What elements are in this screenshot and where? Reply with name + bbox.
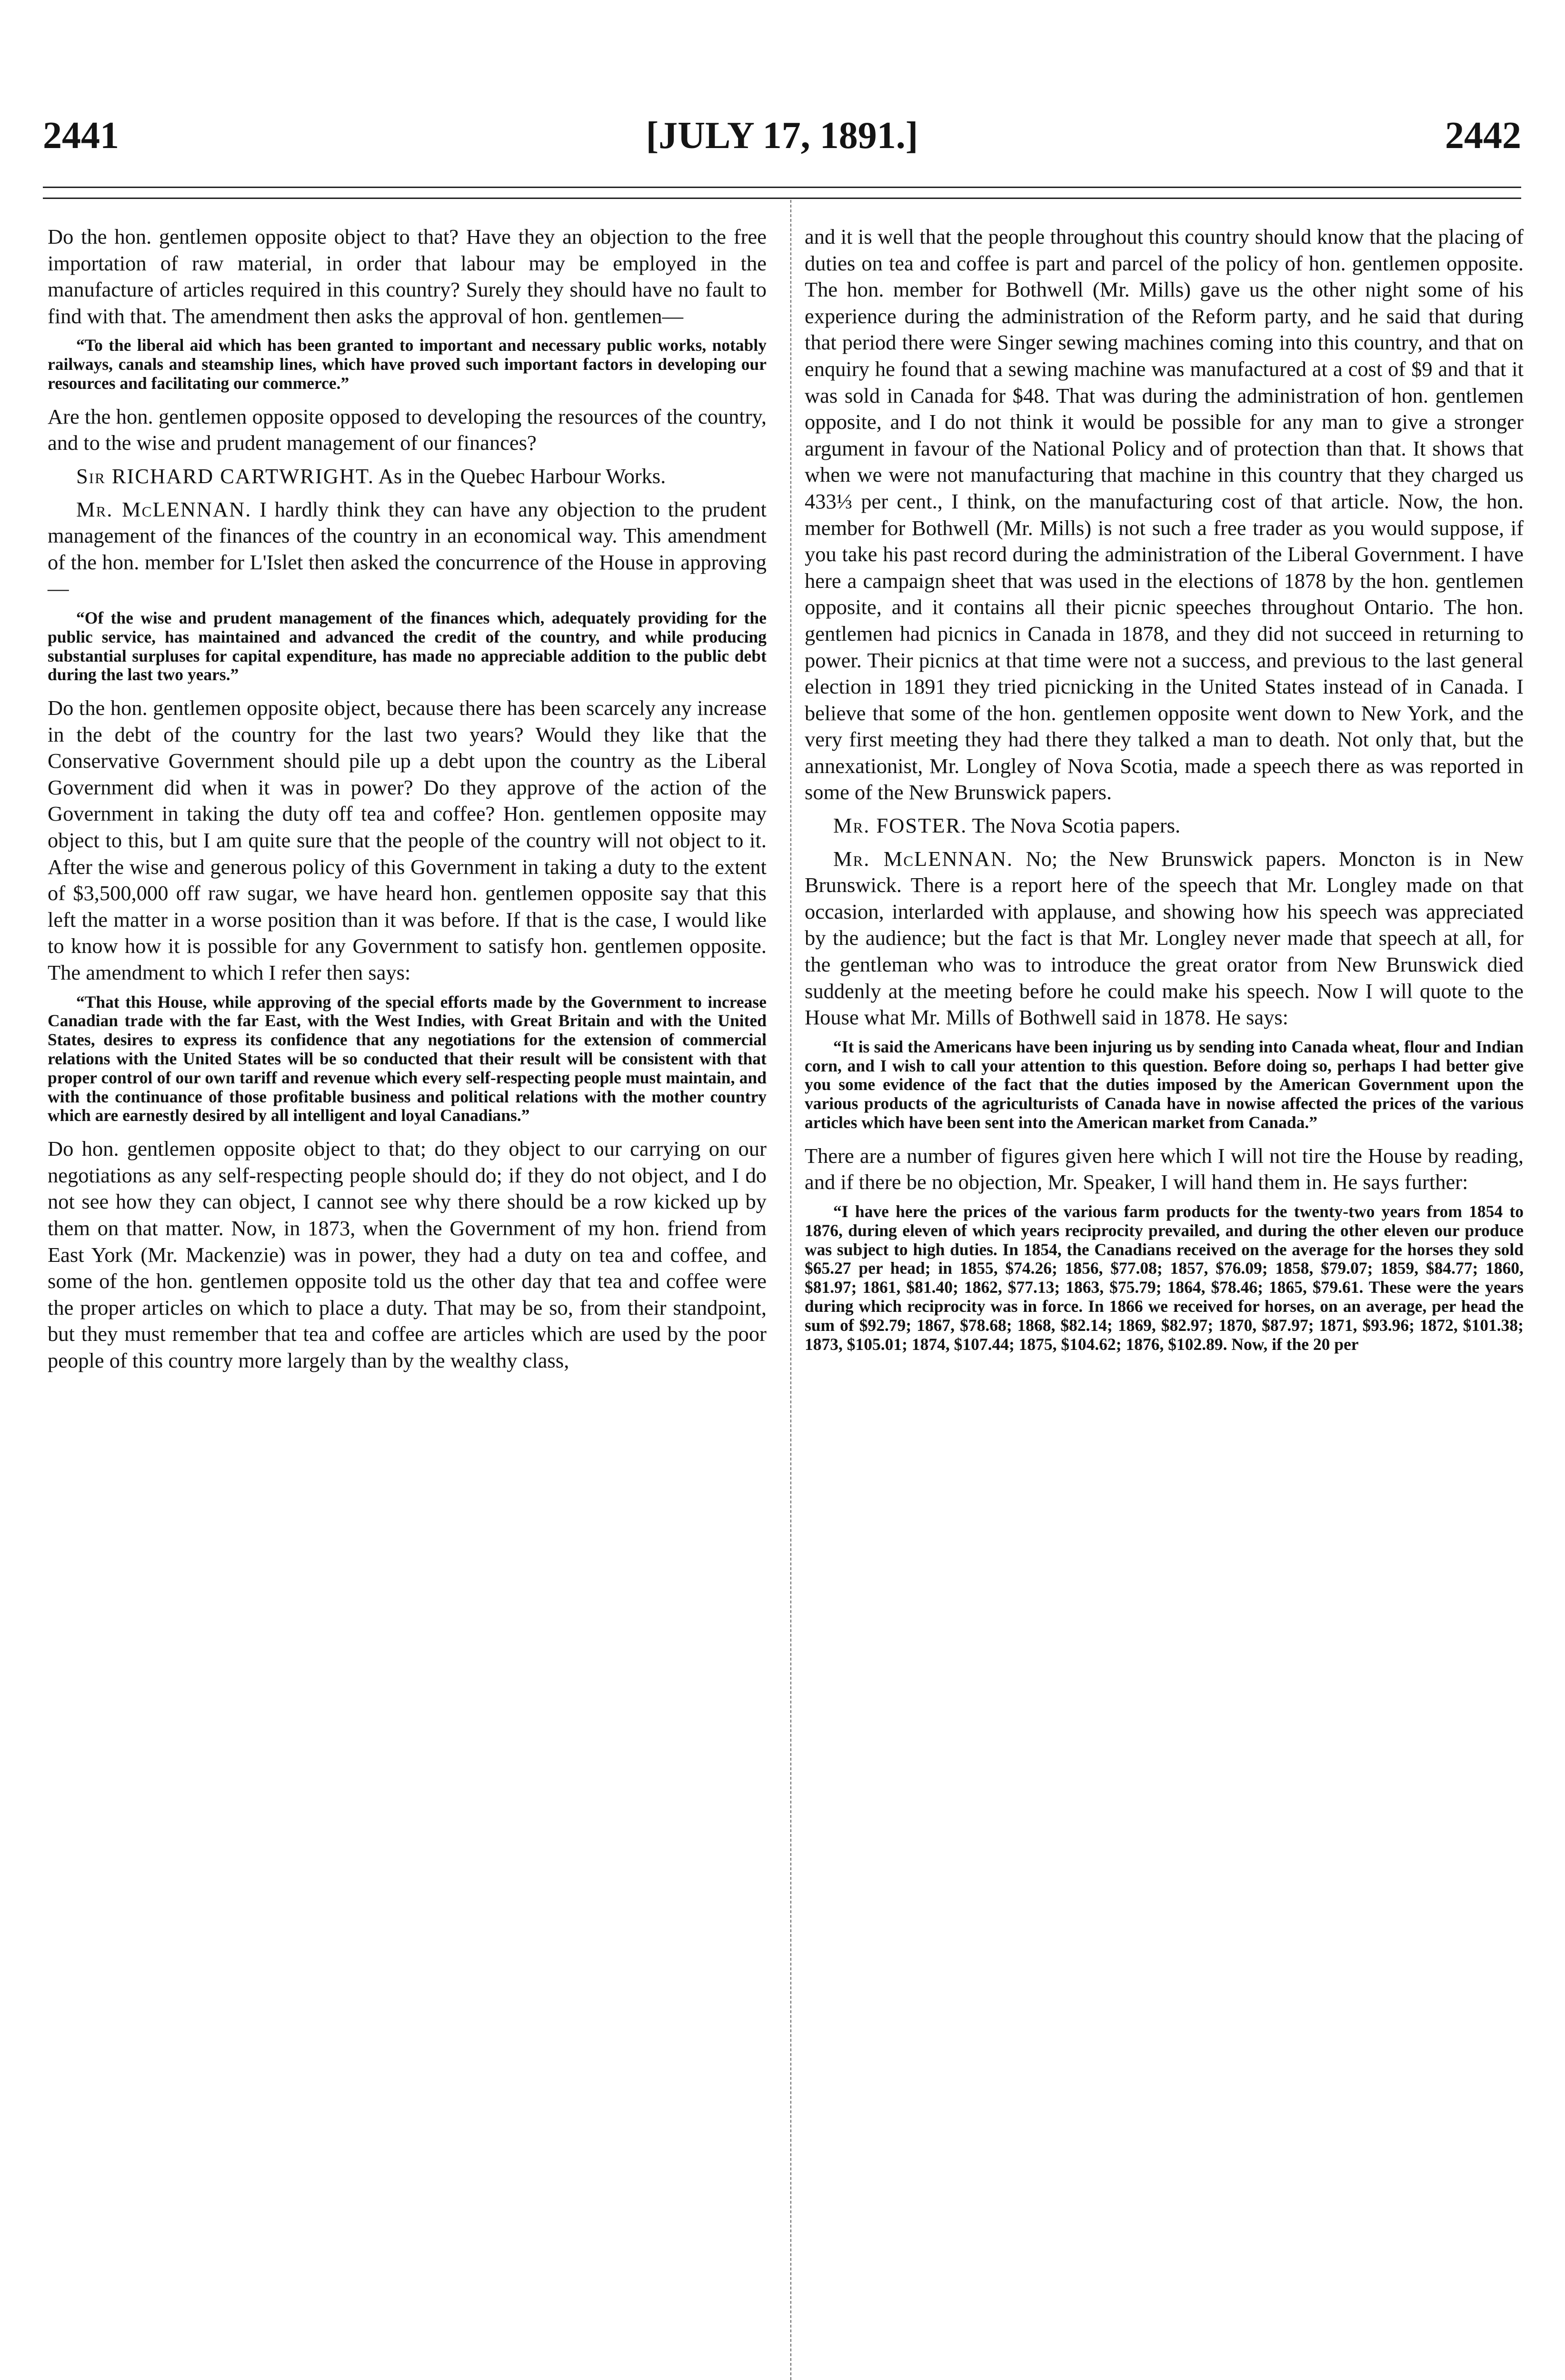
- left-page-number: 2441: [43, 115, 119, 157]
- speech-paragraph: [48, 463, 767, 490]
- paragraph: There are a number of figures given here which I will not tire the House by reading, and if there be no objection, Mr. Speaker, I will hand them in. He says further:: [805, 1143, 1524, 1194]
- block-quote: “That this House, while approving of the special efforts made by the Government to increase Canadian trade with the far East, with the West Indies, with Great Britain and with the United States, desires to express its confidence that any negotiations for the extension of commercial relations with the United States will be so conducted that their result will be consistent with that proper control of our own tariff and revenue which every self-respecting people must maintain, and with the continuance of those profitable business and political relations with the mother country which are earnestly desired by all intelligent and loyal Canadians.”: [48, 992, 767, 1125]
- header-date: [JULY 17, 1891.]: [646, 115, 918, 157]
- right-column: [805, 224, 1524, 1364]
- left-column: [48, 224, 767, 1374]
- paragraph: Do the hon. gentlemen opposite object to that? Have they an objection to the free importation of raw material, in order that labour may be employed in the manufacture of articles required in this country? Surely they should have no fault to find with that. The amendment then asks the approval of hon. gentlemen—: [48, 225, 767, 328]
- speech-text: I hardly think they can have any objection to the prudent management of the finances of the country in an economical way. This amendment of the hon. member for L'Islet then asked the concurrence of the House in approving—: [48, 497, 767, 601]
- speech-text: As in the Quebec Harbour Works.: [378, 464, 666, 488]
- speech-text: No; the New Brunswick papers. Moncton is in New Brunswick. There is a report here of the speech that Mr. Longley made on that occasion, interlarded with applause, and showing how his speech was appreciated by the audience; but the fact is that Mr. Longley never made that speech at all, for the gentleman who was to introduce the great orator from New Brunswick died suddenly at the meeting before he could make his speech. Now I will quote to the House what Mr. Mills of Bothwell said in 1878. He says:: [805, 846, 1524, 1030]
- paragraph: Do the hon. gentlemen opposite object, because there has been scarcely any increase in the debt of the country for the last two years? Would they like that the Conservative Government should pile up a debt upon the country as the Liberal Government did when it was in power? Do they approve of the action of the Government in taking the duty off tea and coffee? Hon. gentlemen opposite may object to this, but I am quite sure that the people of the country will not object to it. After the wise and generous policy of this Government in taking a duty to the extent of $3,500,000 off raw sugar, we have heard hon. gentlemen opposite say that this left the matter in a worse position than it was before. If that is the case, I would like to know how it is possible for any Government to satisfy hon. gentlemen opposite. The amendment to which I refer then says:: [48, 696, 767, 985]
- speech-text: The Nova Scotia papers.: [972, 813, 1181, 838]
- speech-paragraph: [805, 813, 1524, 839]
- block-quote: “I have here the prices of the various farm products for the twenty-two years from 1854 to 1876, during eleven of which years reciprocity prevailed, and during the other eleven our produce was subject to high duties. In 1854, the Canadians received on the average for the horses they sold $65.27 per head; in 1855, $74.26; 1856, $77.08; 1857, $76.09; 1858, $79.07; 1859, $84.77; 1860, $81.97; 1861, $81.40; 1862, $77.13; 1863, $75.79; 1864, $78.46; 1865, $79.61. These were the years during which reciprocity was in force. In 1866 we received for horses, on an average, per head the sum of $92.79; 1867, $78.68; 1868, $82.14; 1869, $82.97; 1870, $87.97; 1871, $93.96; 1872, $101.38; 1873, $105.01; 1874, $107.44; 1875, $104.62; 1876, $102.89. Now, if the 20 per: [805, 1201, 1524, 1354]
- block-quote: “To the liberal aid which has been granted to important and necessary public works, notably railways, canals and steamship lines, which have proved such important factors in developing our resources and facilitating our commerce.”: [48, 336, 767, 393]
- right-page-number: 2442: [1445, 115, 1521, 157]
- block-quote: “It is said the Americans have been injuring us by sending into Canada wheat, flour and Indian corn, and I wish to call your attention to this question. Before doing so, perhaps I had better give you some evidence of the fact that the duties imposed by the American Government upon the various products of the agriculturists of Canada have in nowise affected the prices of the various articles which have been sent into the American market from Canada.”: [805, 1037, 1524, 1132]
- speaker-name: Mr. FOSTER.: [833, 813, 967, 838]
- speaker-name: Sir RICHARD CARTWRIGHT.: [76, 464, 375, 488]
- paragraph: Are the hon. gentlemen opposite opposed to developing the resources of the country, and to the wise and prudent management of our finances?: [48, 404, 767, 455]
- speaker-name: Mr. McLENNAN.: [76, 497, 252, 521]
- speaker-name: Mr. McLENNAN.: [833, 846, 1014, 871]
- column-divider: [790, 200, 791, 2380]
- block-quote: “Of the wise and prudent management of the finances which, adequately providing for the public service, has maintained and advanced the credit of the country, and while producing substantial surpluses for capital expenditure, has made no appreciable addition to the public debt during the last two years.”: [48, 608, 767, 684]
- speech-paragraph: [805, 846, 1524, 1031]
- page-header: [43, 114, 1521, 176]
- paragraph: and it is well that the people throughout this country should know that the placing of duties on tea and coffee is part and parcel of the policy of hon. gentlemen opposite. The hon. member for Bothwell (Mr. Mills) gave us the other night some of his experience during the administration of the Reform party, and he said that during that period there were Singer sewing machines coming into this country, and that on enquiry he found that a sewing machine was manufactured at a cost of $9 and that it was sold in Canada for $48. That was during the administration of hon. gentlemen opposite, and I do not think it would be possible for any man to give a stronger argument in favour of the National Policy and of protection than that. It shows that when we were not manufacturing that machine in this country that they charged us 433⅓ per cent., I think, on the manufacturing cost of that article. Now, the hon. member for Bothwell (Mr. Mills) is not such a free trader as you would suppose, if you take his past record during the administration of the Liberal Government. I have here a campaign sheet that was used in the elections of 1878 by the hon. gentlemen opposite, and it contains all their picnic speeches throughout Ontario. The hon. gentlemen had picnics in Canada in 1878, and they did not succeed in returning to power. Their picnics at that time were not a success, and previous to the last general election in 1891 they tried picnicking in the United States instead of in Canada. I believe that some of the hon. gentlemen opposite went down to New York, and the very first meeting they had there they talked a man to death. Not only that, but the annexationist, Mr. Longley of Nova Scotia, made a speech there as was reported in some of the New Brunswick papers.: [805, 225, 1524, 804]
- speech-paragraph: [48, 496, 767, 602]
- header-rule-top: [43, 187, 1521, 188]
- paragraph: Do hon. gentlemen opposite object to that; do they object to our carrying on our negotiations as any self-respecting people should do; if they do not object, and I do not see how they can object, I cannot see why there should be a row kicked up by them on that matter. Now, in 1873, when the Government of my hon. friend from East York (Mr. Mackenzie) was in power, they had a duty on tea and coffee, and some of the hon. gentlemen opposite told us the other day that tea and coffee were the proper articles on which to place a duty. That may be so, from their standpoint, but they must remember that tea and coffee are articles which are used by the poor people of this country more largely than by the wealthy class,: [48, 1137, 767, 1372]
- header-rule-bottom: [43, 198, 1521, 199]
